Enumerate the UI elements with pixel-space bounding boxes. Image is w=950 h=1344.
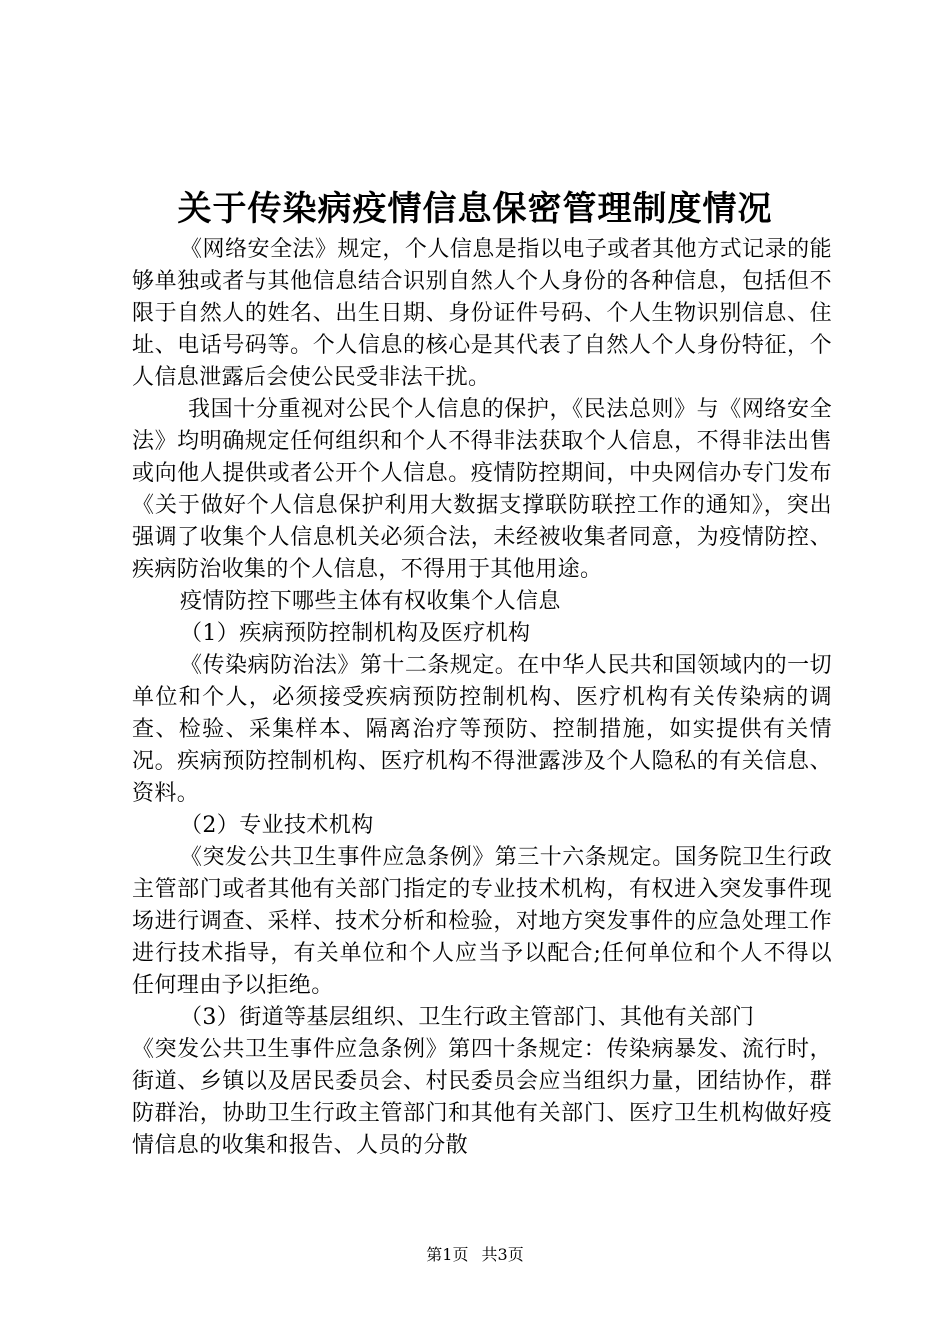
page-number-total: 共3页 xyxy=(481,1245,524,1264)
paragraph-protection: 我国十分重视对公民个人信息的保护，《民法总则》与《网络安全法》均明确规定任何组织和个人不得非法获取个人信息，不得非法出售或向他人提供或者公开个人信息。疫情防控期间，中央网信办专门发布《关于做好个人信息保护利用大数据支撑联防联控工作的通知》，突出强调了收集个人信息机关必须合法，未经被收集者同意，为疫情防控、疾病防治收集的个人信息，不得用于其他用途。 xyxy=(132,397,832,582)
subheading-cdc-medical: （1）疾病预防控制机构及医疗机构 xyxy=(180,621,531,646)
document-body xyxy=(132,234,832,1162)
paragraph-article-36: 《突发公共卫生事件应急条例》第三十六条规定。国务院卫生行政主管部门或者其他有关部门指定的专业技术机构，有权进入突发事件现场进行调查、采样、技术分析和检验，对地方突发事件的应急处理工作进行技术指导，有关单位和个人应当予以配合;任何单位和个人不得以任何理由予以拒绝。 xyxy=(132,845,832,998)
document-title: 关于传染病疫情信息保密管理制度情况 xyxy=(177,189,773,229)
paragraph-definition: 《网络安全法》规定，个人信息是指以电子或者其他方式记录的能够单独或者与其他信息结合识别自然人个人身份的各种信息，包括但不限于自然人的姓名、出生日期、身份证件号码、个人生物识别信息、住址、电话号码等。个人信息的核心是其代表了自然人个人身份特征，个人信息泄露后会使公民受非法干扰。 xyxy=(132,237,832,390)
section-heading-subjects: 疫情防控下哪些主体有权收集个人信息 xyxy=(180,589,561,614)
paragraph-article-40: 《突发公共卫生事件应急条例》第四十条规定：传染病暴发、流行时，街道、乡镇以及居民委员会、村民委员会应当组织力量，团结协作，群防群治，协助卫生行政主管部门和其他有关部门、医疗卫生机构做好疫情信息的收集和报告、人员的分散 xyxy=(132,1037,832,1158)
page-number-current: 第1页 xyxy=(426,1245,469,1264)
paragraph-infectious-disease-law: 《传染病防治法》第十二条规定。在中华人民共和国领域内的一切单位和个人，必须接受疾病预防控制机构、医疗机构有关传染病的调查、检验、采集样本、隔离治疗等预防、控制措施，如实提供有关情况。疾病预防控制机构、医疗机构不得泄露涉及个人隐私的有关信息、资料。 xyxy=(132,653,832,806)
page-footer xyxy=(0,1244,950,1266)
subheading-grassroots: （3）街道等基层组织、卫生行政主管部门、其他有关部门 xyxy=(180,1005,755,1030)
subheading-technical-institutions: （2）专业技术机构 xyxy=(180,813,374,838)
